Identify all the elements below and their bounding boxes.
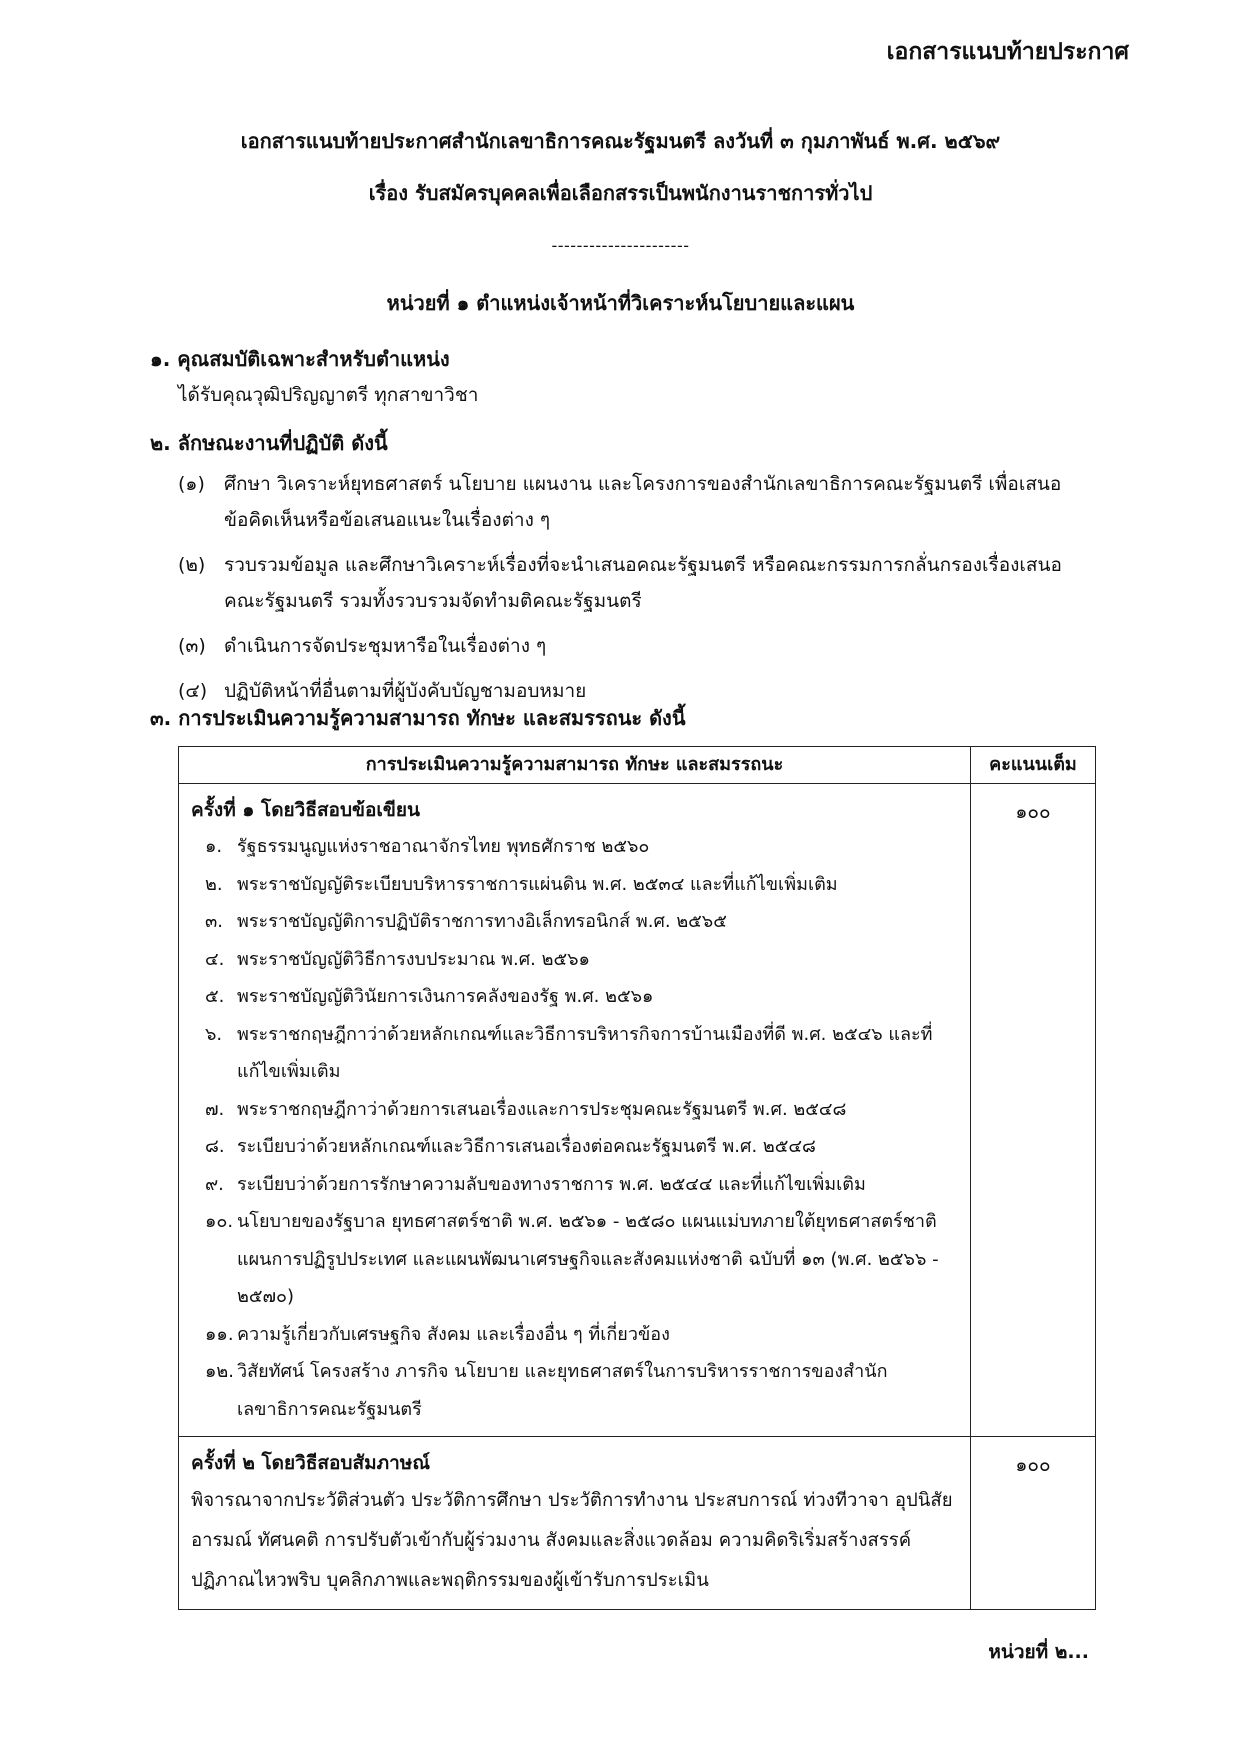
topic-text: พระราชบัญญัติวินัยการเงินการคลังของรัฐ พ.ศ. ๒๕๖๑ [237, 986, 654, 1007]
topic-number: ๘. [205, 1136, 225, 1157]
topic-text: รัฐธรรมนูญแห่งราชอาณาจักรไทย พุทธศักราช ๒๕๖๐ [237, 836, 650, 857]
duty-text: ปฏิบัติหน้าที่อื่นตามที่ผู้บังคับบัญชามอบหมาย [224, 680, 587, 702]
round-1-score: ๑๐๐ [971, 784, 1096, 1437]
topic-number: ๓. [205, 911, 224, 932]
topic-text: พระราชกฤษฎีกาว่าด้วยการเสนอเรื่องและการประชุมคณะรัฐมนตรี พ.ศ. ๒๕๔๘ [237, 1098, 847, 1120]
exam-topic [191, 1091, 960, 1129]
topic-number: ๑๑. [205, 1323, 234, 1345]
topic-text: ความรู้เกี่ยวกับเศรษฐกิจ สังคม และเรื่องอื่น ๆ ที่เกี่ยวข้อง [237, 1323, 670, 1345]
duty-item [178, 628, 1098, 664]
topic-text: พระราชกฤษฎีกาว่าด้วยหลักเกณฑ์และวิธีการบริหารกิจการบ้านเมืองที่ดี พ.ศ. ๒๕๔๖ และที่แก้ไขเพิ่มเติม [237, 1023, 933, 1082]
duty-number: (๔) [178, 680, 208, 702]
section-3-heading: ๓. การประเมินความรู้ความสามารถ ทักษะ และสมรรถนะ ดังนี้ [150, 706, 686, 730]
topic-number: ๕. [205, 986, 225, 1007]
duty-number: (๑) [178, 473, 205, 495]
next-page-indicator: หน่วยที่ ๒... [988, 1641, 1089, 1663]
duty-text: ศึกษา วิเคราะห์ยุทธศาสตร์ นโยบาย แผนงาน และโครงการของสำนักเลขาธิการคณะรัฐมนตรี เพื่อเสนอข้อคิดเห็นหรือข้อเสนอแนะในเรื่องต่าง ๆ [224, 473, 1062, 531]
header-full-score: คะแนนเต็ม [971, 747, 1096, 784]
topic-number: ๙. [205, 1173, 224, 1195]
unit-heading: หน่วยที่ ๑ ตำแหน่งเจ้าหน้าที่วิเคราะห์นโยบายและแผน [386, 291, 855, 315]
duty-number: (๒) [178, 554, 206, 576]
duties-list [178, 466, 1098, 718]
round-1-cell [179, 784, 971, 1437]
duty-item [178, 673, 1098, 709]
topic-text: วิสัยทัศน์ โครงสร้าง ภารกิจ นโยบาย และยุทธศาสตร์ในการบริหารราชการของสำนักเลขาธิการคณะรัฐมนตรี [237, 1361, 888, 1420]
duty-number: (๓) [178, 635, 206, 657]
topic-text: พระราชบัญญัติระเบียบบริหารราชการแผ่นดิน พ.ศ. ๒๕๓๔ และที่แก้ไขเพิ่มเติม [237, 873, 838, 895]
duty-item [178, 547, 1098, 619]
assessment-table [178, 746, 1096, 1610]
announcement-subject: เรื่อง รับสมัครบุคคลเพื่อเลือกสรรเป็นพนักงานราชการทั่วไป [368, 181, 873, 205]
duty-text: รวบรวมข้อมูล และศึกษาวิเคราะห์เรื่องที่จะนำเสนอคณะรัฐมนตรี หรือคณะกรรมการกลั่นกรองเรื่องเสนอคณะรัฐมนตรี รวมทั้งรวบรวมจัดทำมติคณะรัฐมนตรี [224, 554, 1062, 612]
topic-text: ระเบียบว่าด้วยการรักษาความลับของทางราชการ พ.ศ. ๒๕๔๔ และที่แก้ไขเพิ่มเติม [237, 1173, 866, 1195]
announcement-title: เอกสารแนบท้ายประกาศสำนักเลขาธิการคณะรัฐมนตรี ลงวันที่ ๓ กุมภาพันธ์ พ.ศ. ๒๕๖๙ [240, 129, 1001, 153]
exam-topic [191, 1353, 960, 1428]
document-top-label: เอกสารแนบท้ายประกาศ [886, 39, 1129, 65]
duty-item [178, 466, 1098, 538]
round-2-cell [179, 1437, 971, 1610]
topic-text: พระราชบัญญัติวิธีการงบประมาณ พ.ศ. ๒๕๖๑ [237, 948, 590, 970]
table-row-round-1 [179, 784, 1096, 1437]
exam-topic [191, 941, 960, 979]
round-2-score: ๑๐๐ [971, 1437, 1096, 1610]
exam-topic [191, 1128, 960, 1166]
exam-topic [191, 828, 960, 866]
exam-topic [191, 978, 960, 1016]
round-2-description: พิจารณาจากประวัติส่วนตัว ประวัติการศึกษา ประวัติการทำงาน ประสบการณ์ ท่วงทีวาจา อุปนิสัย อารมณ์ ทัศนคติ การปรับตัวเข้ากับผู้ร่วมงาน สังคมและสิ่งแวดล้อม ความคิดริเริ่มสร้างสรรค์ ปฏิภาณไหวพริบ บุคลิกภาพและพฤติกรรมของผู้เข้ารับการประเมิน [191, 1490, 953, 1591]
topic-number: ๔. [205, 948, 225, 970]
exam-topic [191, 1203, 960, 1316]
header-criteria: การประเมินความรู้ความสามารถ ทักษะ และสมรรถนะ [179, 747, 971, 784]
round-1-title: ครั้งที่ ๑ โดยวิธีสอบข้อเขียน [191, 799, 421, 821]
round-2-title: ครั้งที่ ๒ โดยวิธีสอบสัมภาษณ์ [191, 1452, 430, 1474]
topic-number: ๖. [205, 1023, 223, 1045]
topic-number: ๑. [205, 836, 223, 857]
topic-number: ๑๐. [205, 1211, 234, 1232]
exam-topic [191, 1016, 960, 1091]
divider: ---------------------- [551, 236, 690, 255]
section-1-heading: ๑. คุณสมบัติเฉพาะสำหรับตำแหน่ง [150, 347, 450, 371]
topic-text: พระราชบัญญัติการปฏิบัติราชการทางอิเล็กทรอนิกส์ พ.ศ. ๒๕๖๕ [237, 911, 727, 932]
topic-number: ๗. [205, 1098, 225, 1120]
exam-topic [191, 1166, 960, 1204]
section-2-heading: ๒. ลักษณะงานที่ปฏิบัติ ดังนี้ [150, 431, 388, 455]
table-row-round-2 [179, 1437, 1096, 1610]
exam-topic [191, 866, 960, 904]
topic-number: ๑๒. [205, 1361, 235, 1382]
section-1-body: ได้รับคุณวุฒิปริญญาตรี ทุกสาขาวิชา [178, 384, 479, 406]
exam-topic [191, 903, 960, 941]
topic-text: นโยบายของรัฐบาล ยุทธศาสตร์ชาติ พ.ศ. ๒๕๖๑ - ๒๕๘๐ แผนแม่บทภายใต้ยุทธศาสตร์ชาติ แผนการปฏิรูปประเทศ และแผนพัฒนาเศรษฐกิจและสังคมแห่งชาติ ฉบับที่ ๑๓ (พ.ศ. ๒๕๖๖ - ๒๕๗๐) [237, 1211, 939, 1307]
topic-text: ระเบียบว่าด้วยหลักเกณฑ์และวิธีการเสนอเรื่องต่อคณะรัฐมนตรี พ.ศ. ๒๕๔๘ [237, 1136, 816, 1157]
table-header-row [179, 747, 1096, 784]
exam-topic [191, 1316, 960, 1354]
duty-text: ดำเนินการจัดประชุมหารือในเรื่องต่าง ๆ [224, 635, 547, 657]
topic-number: ๒. [205, 873, 223, 895]
